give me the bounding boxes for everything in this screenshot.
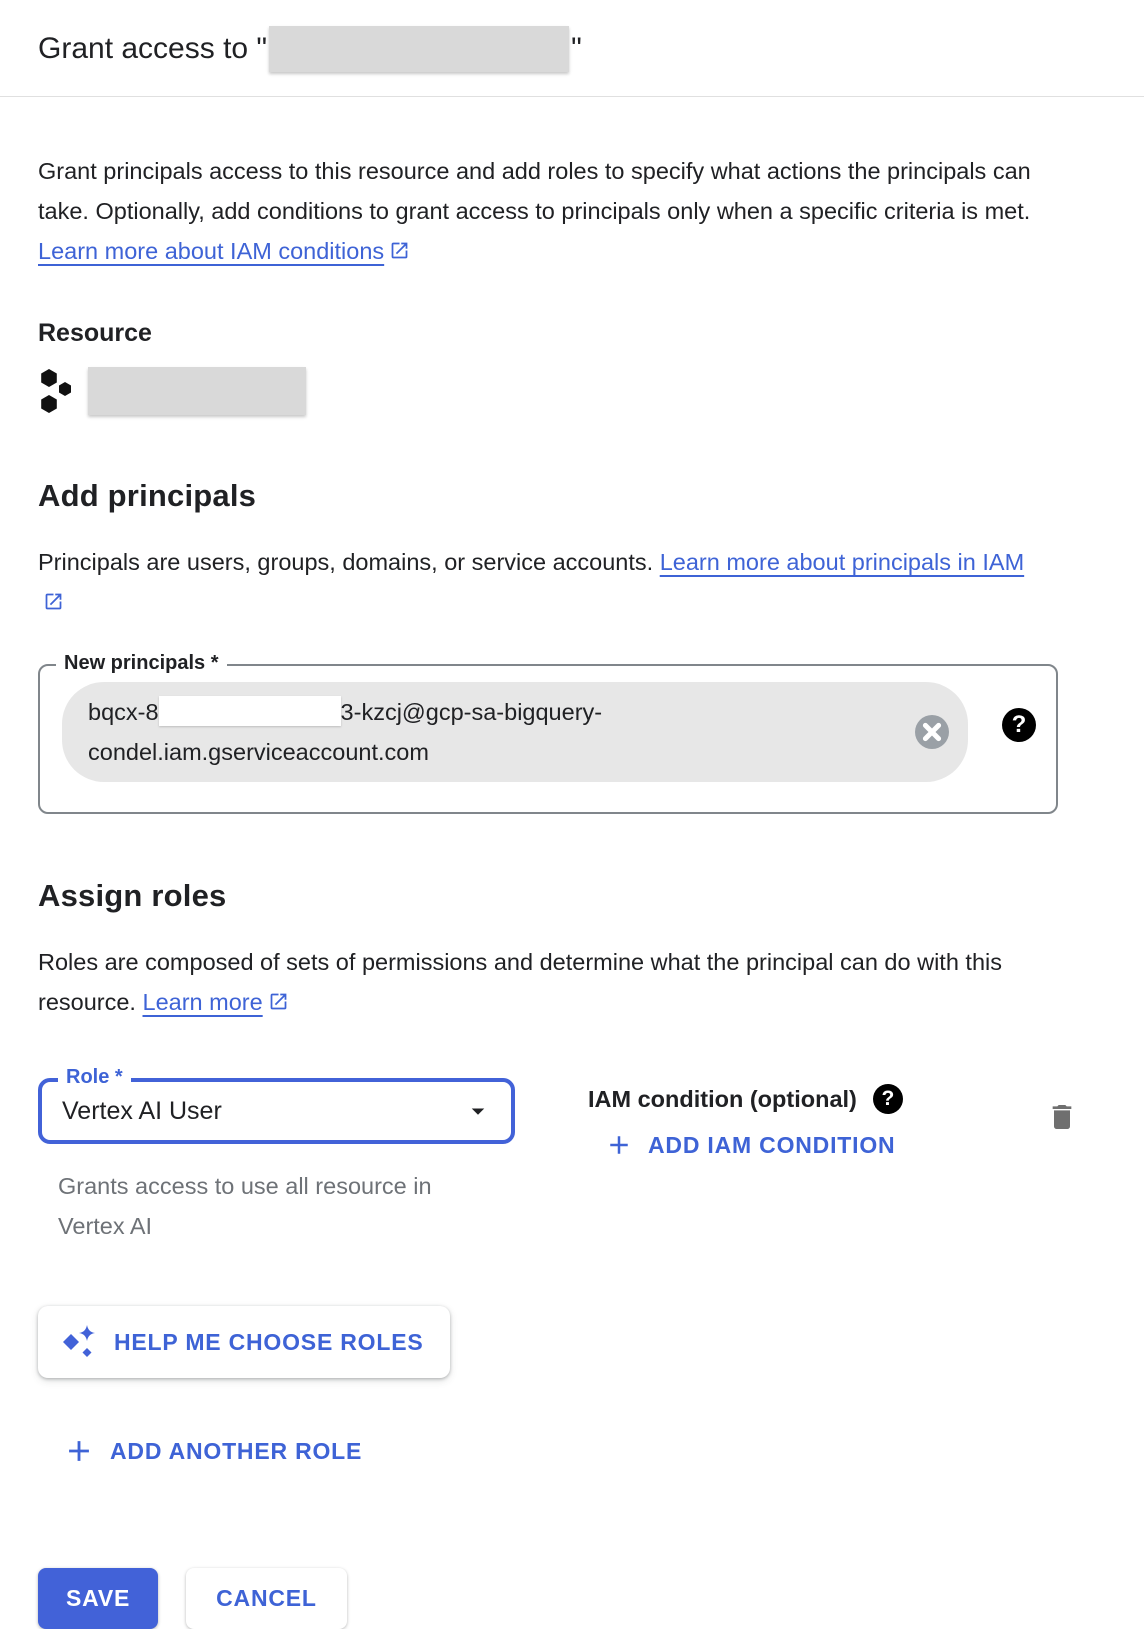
principal-chip-text-post: 3-kzcj@gcp-sa-bigquery-	[340, 699, 603, 725]
delete-role-button[interactable]	[1046, 1100, 1078, 1137]
assign-roles-heading: Assign roles	[38, 878, 227, 913]
trash-icon	[1046, 1100, 1078, 1134]
external-link-icon	[43, 584, 64, 605]
role-row	[38, 1066, 1106, 1246]
redacted-resource-name	[269, 26, 569, 72]
sparkle-icon	[60, 1324, 100, 1360]
plus-icon	[62, 1434, 96, 1468]
add-principals-paragraph	[38, 542, 1050, 622]
assign-roles-paragraph	[38, 942, 1050, 1022]
cancel-button[interactable]: CANCEL	[186, 1568, 347, 1629]
dialog-header	[0, 0, 1144, 97]
intro-text: Grant principals access to this resource and add roles to specify what actions the principals can take. Optionally, add conditions to grant access to principals only when a specific criteria is met.	[38, 158, 1031, 224]
role-select-value: Vertex AI User	[62, 1096, 222, 1125]
page-title	[38, 26, 1106, 72]
remove-principal-button[interactable]	[912, 712, 952, 752]
iam-condition-help-icon[interactable]: ?	[873, 1084, 903, 1114]
learn-more-principals-link[interactable]: Learn more about principals in IAM	[38, 549, 1024, 615]
redacted-resource-value	[88, 367, 306, 415]
redacted-principal-id	[159, 696, 341, 726]
new-principals-inner	[40, 666, 1056, 782]
page-title-suffix: "	[571, 32, 582, 65]
save-button[interactable]: SAVE	[38, 1568, 158, 1629]
add-principals-heading: Add principals	[38, 478, 257, 513]
role-helper-text: Grants access to use all resource in Vertex AI	[58, 1173, 432, 1239]
chevron-down-icon	[463, 1096, 493, 1126]
new-principals-label: New principals *	[56, 652, 227, 675]
external-link-icon	[389, 233, 410, 254]
intro-paragraph	[38, 151, 1050, 271]
principal-chip-text-line2: condel.iam.gserviceaccount.com	[88, 739, 429, 765]
add-principals-text: Principals are users, groups, domains, or service accounts.	[38, 549, 660, 575]
role-select-label: Role *	[58, 1066, 131, 1089]
learn-more-iam-conditions-link[interactable]: Learn more about IAM conditions	[38, 238, 410, 264]
role-column	[38, 1066, 550, 1246]
assign-roles-text: Roles are composed of sets of permissions and determine what the principal can do with this resource.	[38, 949, 1002, 1015]
plus-icon	[604, 1130, 634, 1160]
add-iam-condition-button[interactable]: ADD IAM CONDITION	[604, 1130, 895, 1160]
help-me-choose-roles-button[interactable]: HELP ME CHOOSE ROLES	[38, 1306, 450, 1378]
iam-condition-label: IAM condition (optional)	[588, 1085, 857, 1112]
page-title-prefix: Grant access to "	[38, 32, 268, 65]
learn-more-roles-link[interactable]: Learn more	[143, 989, 289, 1015]
new-principals-field[interactable]	[38, 652, 1058, 814]
dialog-actions	[38, 1568, 1106, 1629]
resource-row	[38, 366, 1106, 416]
role-select[interactable]	[38, 1066, 515, 1144]
principals-help-icon[interactable]: ?	[1002, 708, 1036, 742]
external-link-icon	[268, 984, 289, 1005]
resource-heading: Resource	[38, 319, 152, 347]
principal-chip-text-pre: bqcx-8	[88, 699, 159, 725]
add-another-role-button[interactable]: ADD ANOTHER ROLE	[62, 1434, 362, 1468]
hexagon-cluster-icon	[38, 366, 76, 416]
principal-chip[interactable]	[62, 682, 968, 782]
iam-condition-column	[588, 1078, 1046, 1160]
